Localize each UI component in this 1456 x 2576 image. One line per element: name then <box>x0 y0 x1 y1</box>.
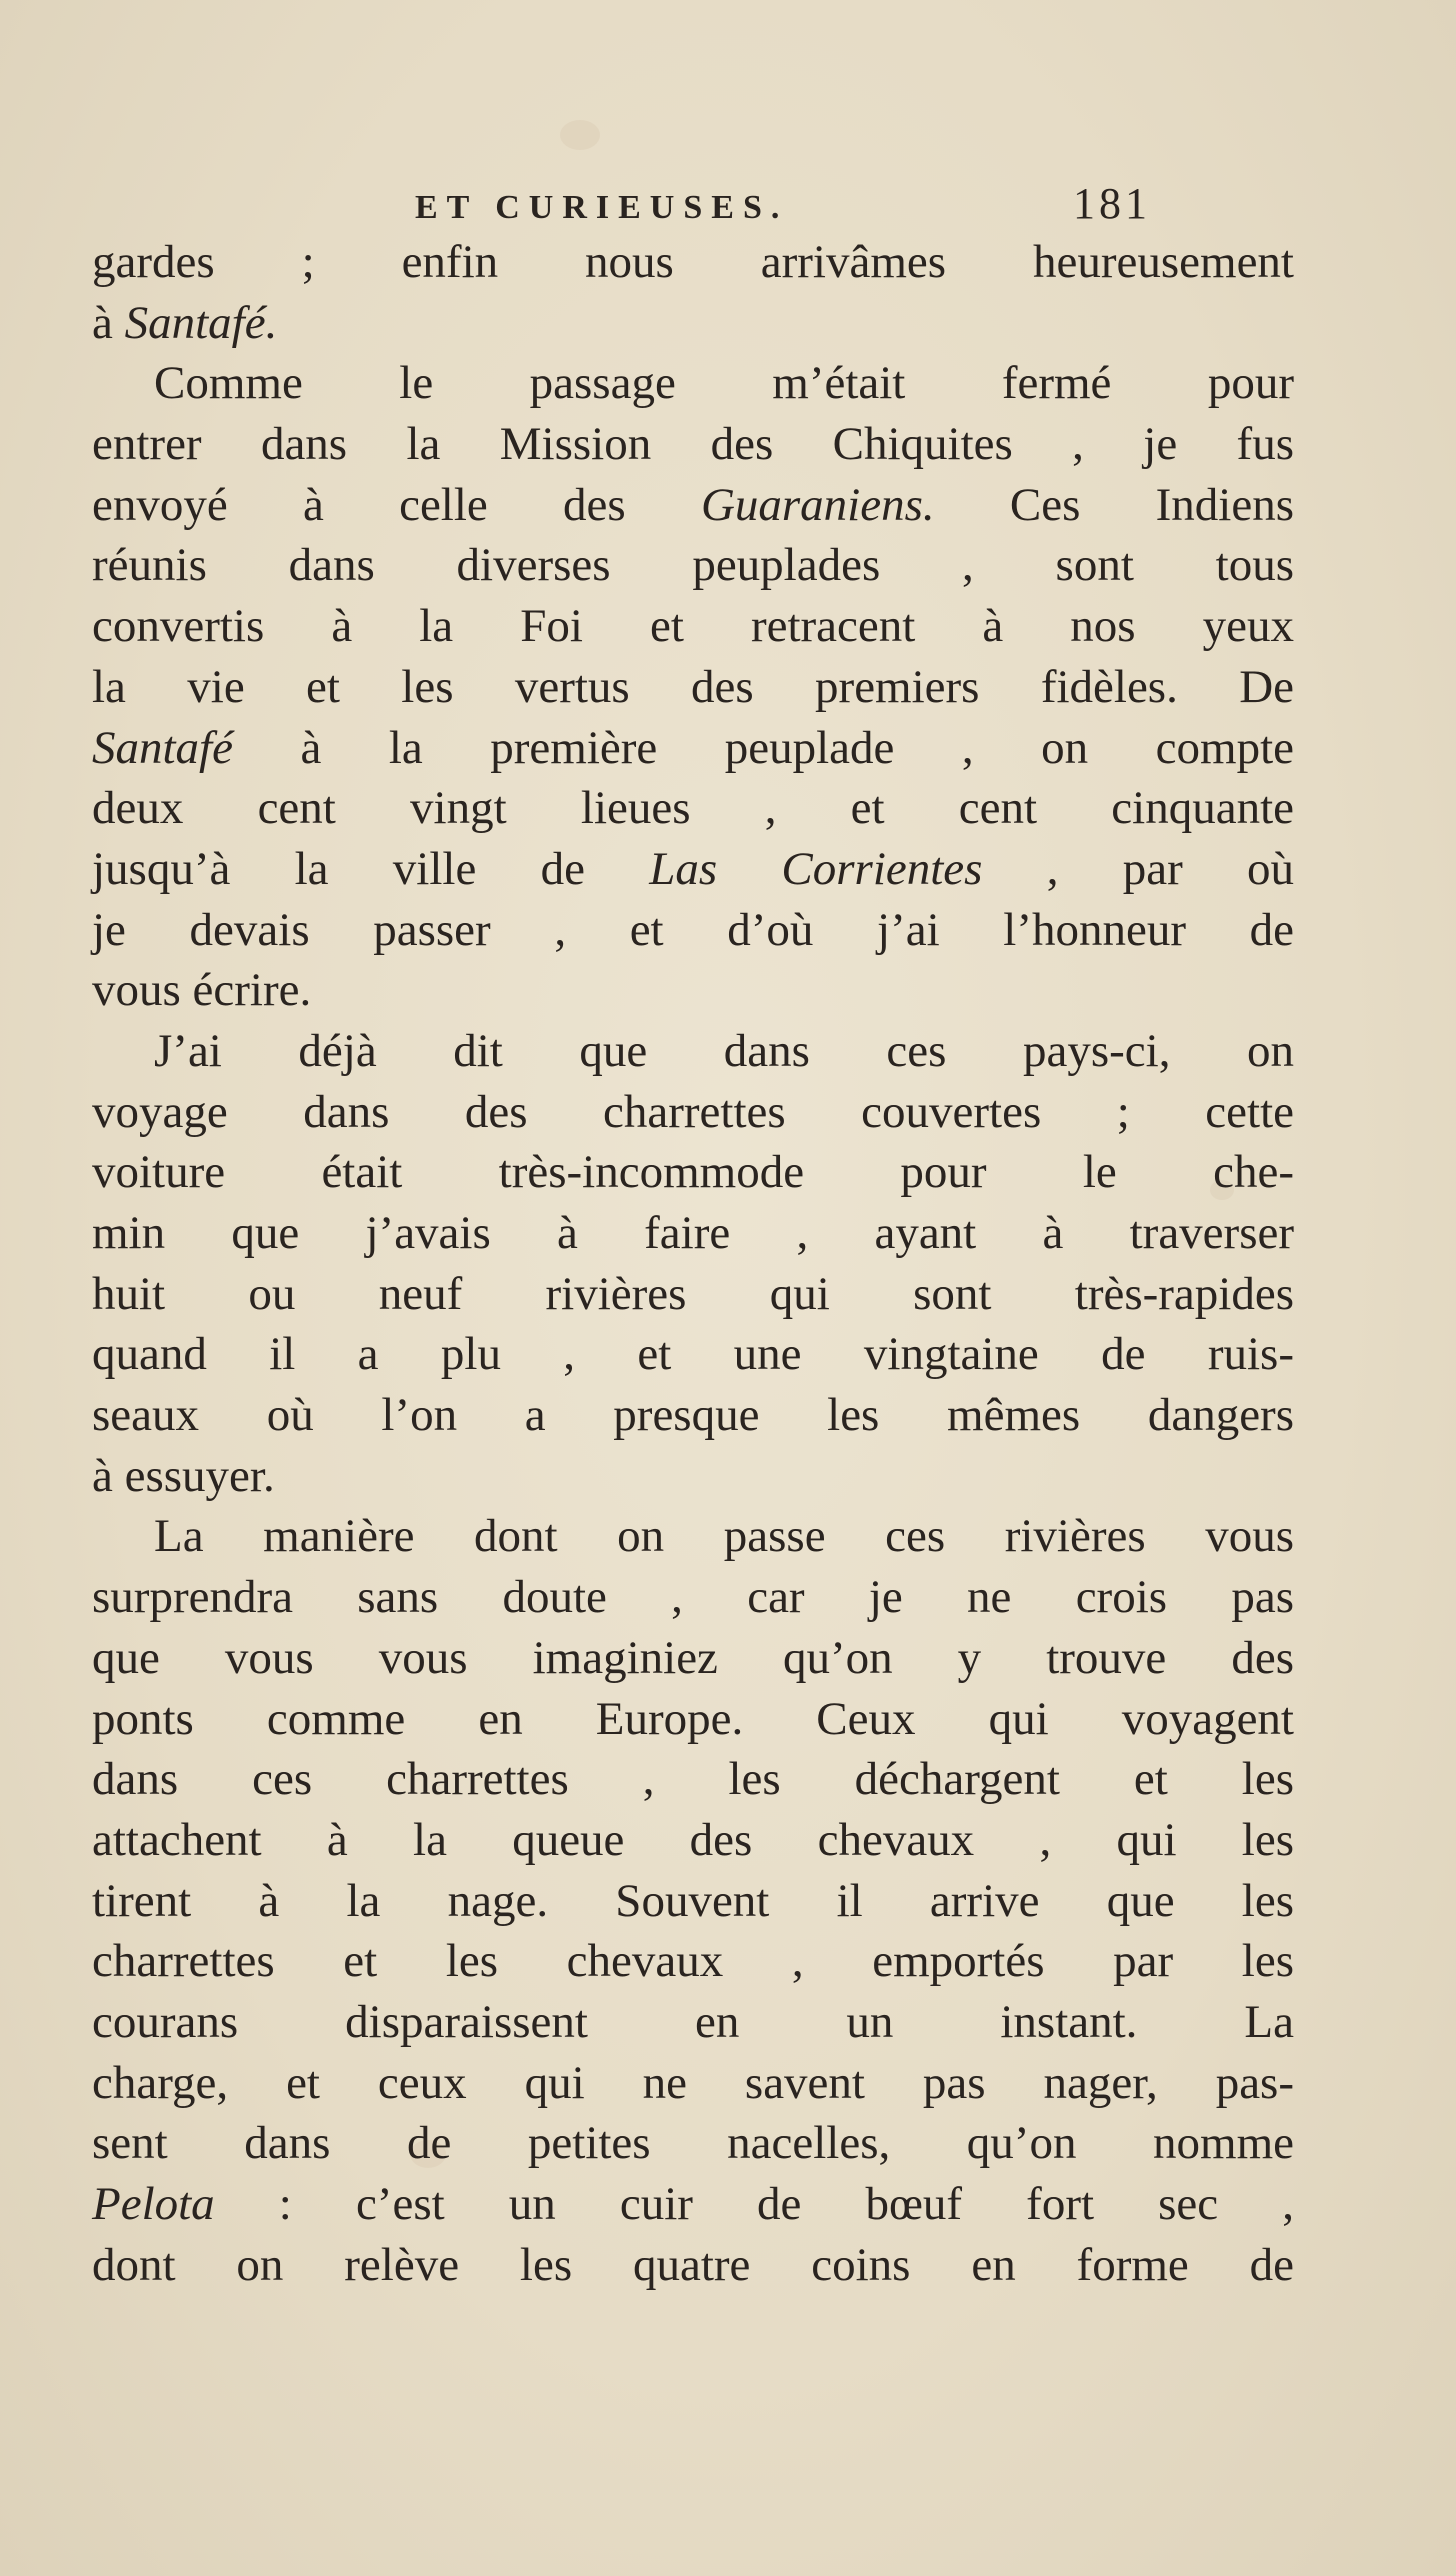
text-line: la vie et les vertus des premiers fidèles. De <box>92 660 1294 713</box>
place-name: Las Corrientes <box>649 842 983 895</box>
running-head: ET CURIEUSES. <box>415 189 789 226</box>
text-line: dans ces charrettes , les déchargent et les <box>92 1753 1294 1806</box>
place-name: Santafé. <box>124 296 278 349</box>
text-line: que vous vous imaginiez qu’on y trouve des <box>92 1631 1294 1684</box>
text-line: sent dans de petites nacelles, qu’on nomme <box>92 2117 1294 2170</box>
text-line: ponts comme en Europe. Ceux qui voyagent <box>92 1692 1294 1745</box>
text-line: surprendra sans doute , car je ne crois pas <box>92 1571 1294 1624</box>
text-line: charrettes et les chevaux , emportés par les <box>92 1935 1294 1988</box>
text-line: courans disparaissent en un instant. La <box>92 1995 1294 2048</box>
body-text <box>92 232 1294 2295</box>
text-line: voiture était très-incommode pour le che- <box>92 1146 1294 1199</box>
text-line: jusqu’à la ville de Las Corrientes , par où <box>92 842 1294 895</box>
text-line: voyage dans des charrettes couvertes ; cette <box>92 1085 1294 1138</box>
term-name: Pelota <box>92 2178 215 2230</box>
text-line: Santafé à la première peuplade , on compte <box>92 721 1294 774</box>
text-line: huit ou neuf rivières qui sont très-rapides <box>92 1267 1294 1320</box>
people-name: Guaraniens. <box>700 478 935 531</box>
text-line: à essuyer. <box>92 1449 275 1502</box>
text-line: seaux où l’on a presque les mêmes dangers <box>92 1389 1294 1442</box>
text-line: gardes ; enfin nous arrivâmes heureusement <box>92 236 1294 288</box>
text-line: je devais passer , et d’où j’ai l’honneur de <box>92 903 1294 956</box>
text-line: Pelota : c’est un cuir de bœuf fort sec , <box>92 2178 1294 2230</box>
text-line: deux cent vingt lieues , et cent cinquante <box>92 782 1294 835</box>
text-line: convertis à la Foi et retracent à nos yeux <box>92 600 1294 653</box>
text-line: entrer dans la Mission des Chiquites , je fus <box>92 418 1294 471</box>
text-line: tirent à la nage. Souvent il arrive que les <box>92 1874 1294 1927</box>
text-line: réunis dans diverses peuplades , sont tous <box>92 539 1294 592</box>
paragraph-start: J’ai déjà dit que dans ces pays-ci, on <box>154 1024 1294 1077</box>
text-line: charge, et ceux qui ne savent pas nager, pas- <box>92 2056 1294 2109</box>
text-line: min que j’avais à faire , ayant à traverser <box>92 1207 1294 1259</box>
text-line: à Santafé. <box>92 296 278 349</box>
paper-spot <box>560 120 600 150</box>
page-number: 181 <box>1073 179 1151 228</box>
text-line: dont on relève les quatre coins en forme de <box>92 2238 1294 2291</box>
text-line: quand il a plu , et une vingtaine de ruis- <box>92 1328 1294 1381</box>
page-header <box>415 178 1151 238</box>
text-line: attachent à la queue des chevaux , qui les <box>92 1813 1294 1866</box>
paragraph-start: Comme le passage m’était fermé pour <box>154 357 1294 410</box>
text-line: vous écrire. <box>92 964 312 1017</box>
paragraph-start: La manière dont on passe ces rivières vous <box>154 1510 1294 1563</box>
place-name: Santafé <box>92 721 233 774</box>
text-line: envoyé à celle des Guaraniens. Ces Indiens <box>92 478 1294 531</box>
